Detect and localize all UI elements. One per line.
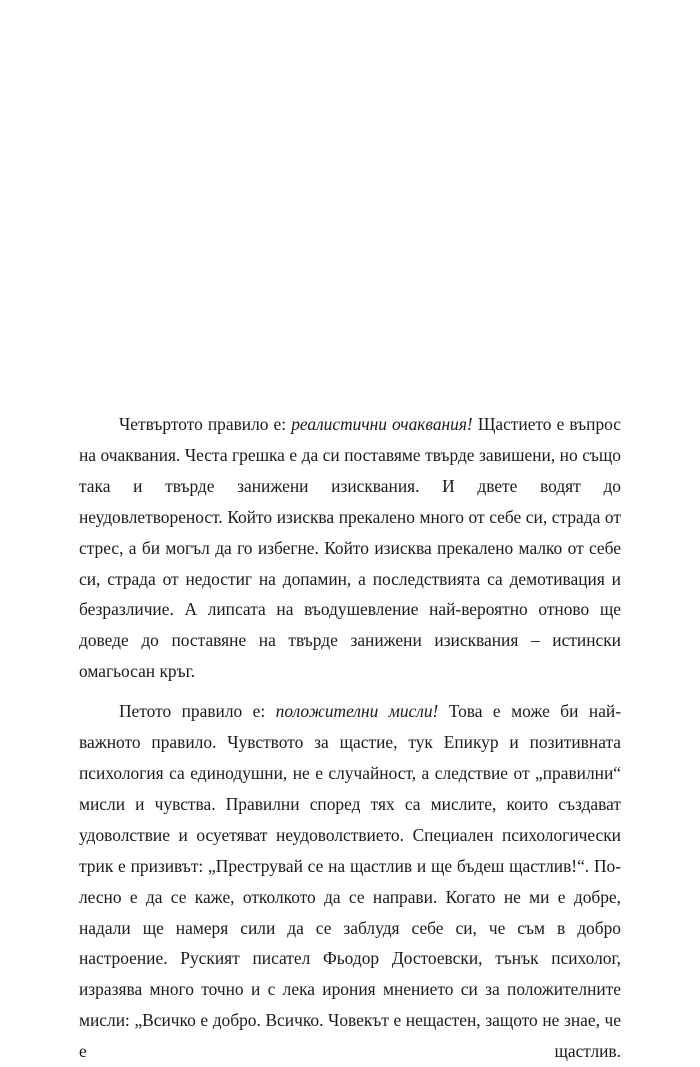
paragraph-body-text: Това е може би най-важното правило. Чувството за щастие, тук Епикур и позитивната психология са единодушни, не е случайност, а следствие от „правилни“ мисли и чувства. Правилни според тях са мислите, които създават удоволствие и осуетяват неудоволствието. Специален психологически трик е призивът: „Преструвай се на щастлив и ще бъдеш щастлив!“. По-лесно е да се каже, отколкото да се направи. Когато не ми е добре, надали ще намеря сили да се заблудя себе си, че съм в добро настроение. Руският писател Фьодор Достоевски, тънък психолог, изразява много точно и с лека ирония мнението си за положителните мисли: „Всичко е добро. Всичко. Човекът е нещастен, защото не знае, че е щастлив. [79,701,622,1062]
paragraph-lead-text: Четвъртото правило е: [119,414,292,434]
paragraph-lead-text: Петото правило е: [119,701,276,722]
rule-emphasis: реалистични очаквания! [291,414,473,434]
paragraph-body-text: Щастието е въпрос на очаквания. Честа грешка е да си поставяме твърде завишени, но също така и твърде занижени изисквания. И двете водят до неудовлетвореност. Който изисква прекалено много от себе си, страда от стрес, а би могъл да го избегне. Който изисква прекалено малко от себе си, страда от недостиг на допамин, а последствията са демотивация и безразличие. А липсата на въодушевление най-вероятно отново ще доведе до поставяне на твърде занижени изисквания – истински омагьосан кръг. [79,414,622,682]
rule-emphasis: положителни мисли! [275,701,439,722]
paragraph-fourth-rule [79,409,621,687]
body-text [79,409,621,1067]
paragraph-fifth-rule [79,696,621,1067]
